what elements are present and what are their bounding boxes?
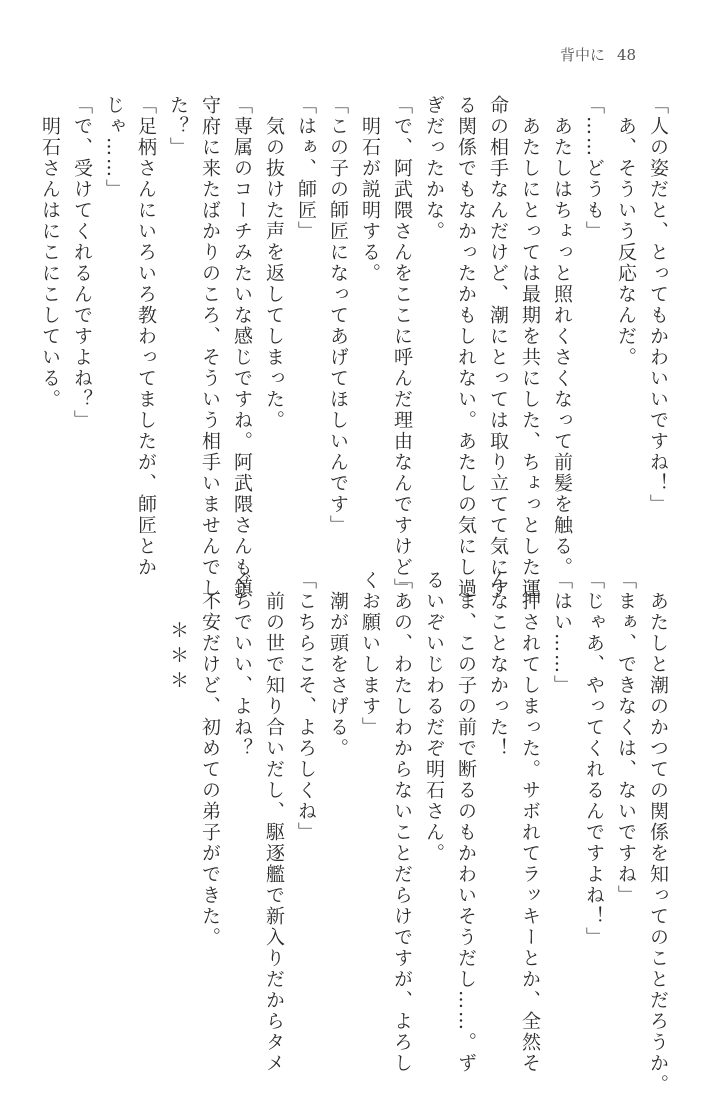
text-line: 「……どうも」 (583, 95, 605, 242)
text-line: 「じゃあ、やってくれるんですよね！」 (583, 570, 605, 948)
text-line: 「あの、わたしわからないことだらけですが、よろし (391, 570, 413, 1074)
text-line: る関係でもなかったかもしれない。あたしの気にし過 (455, 95, 477, 599)
text-line: 命の相手なんだけど、潮にとっては取り立てて気にす (487, 95, 509, 599)
text-line: 押されてしまった。サボれてラッキーとか、全然そ (519, 570, 541, 1074)
text-line: くお願いします」 (359, 570, 381, 738)
text-line: 「こちらこそ、よろしくね」 (295, 570, 317, 843)
text-line: んなことなかった！ (487, 570, 509, 759)
text-line: 「で、阿武隈さんをここに呼んだ理由なんですけど」 (391, 95, 413, 599)
text-line: あたしと潮のかつての関係を知ってのことだろうか。 (647, 570, 669, 1095)
text-line: ぎだったかな。 (423, 95, 445, 242)
text-line: 潮が頭をさげる。 (327, 570, 349, 759)
text-line: 気の抜けた声を返してしまった。 (263, 95, 285, 431)
text-line: ぐちでいい、よね？ (231, 570, 253, 759)
text-line: るいぞいじわるだぞ明石さん。 (423, 570, 445, 864)
text-line: 「はぁ、師匠」 (295, 95, 317, 242)
text-line: 「足柄さんにいろいろ教わってましたが、師匠とか (135, 95, 157, 578)
text-line: 不安だけど、初めての弟子ができた。 (199, 570, 221, 948)
text-line: あ、そういう反応なんだ。 (615, 95, 637, 368)
page-number: 48 (617, 46, 637, 64)
text-line: 「はい……」 (551, 570, 573, 696)
text-line: 守府に来たばかりのころ、そういう相手いませんでし (199, 95, 221, 599)
text-line: 前の世で知り合いだし、駆逐艦で新入りだからタメ (263, 570, 285, 1074)
scene-break: ＊＊＊ (167, 570, 189, 695)
text-line: あたしにとっては最期を共にした、ちょっとした運 (519, 95, 541, 599)
running-header (560, 44, 670, 65)
lower-text-block (162, 570, 674, 1095)
text-line: ま、この子の前で断るのもかわいそうだし……。ず (455, 570, 477, 1074)
text-line: 「で、受けてくれるんですよね？」 (71, 95, 93, 431)
text-line: 「専属のコーチみたいな感じですね。阿武隈さんも鎮 (231, 95, 253, 599)
text-line: 明石が説明する。 (359, 95, 381, 284)
text-line: 「この子の師匠になってあげてほしいんです」 (327, 95, 349, 536)
text-line: 「人の姿だと、とってもかわいいですね！」 (647, 95, 669, 515)
text-line: 「まぁ、できなくは、ないですね」 (615, 570, 637, 906)
text-line: 明石さんはにこにこしている。 (39, 95, 61, 410)
header-title: 背中に (560, 46, 606, 64)
text-line: た？」 (167, 95, 189, 158)
upper-text-block (34, 95, 674, 599)
text-line: あたしはちょっと照れくさくなって前髪を触る。 (551, 95, 573, 578)
text-line: じゃ……」 (103, 95, 125, 200)
